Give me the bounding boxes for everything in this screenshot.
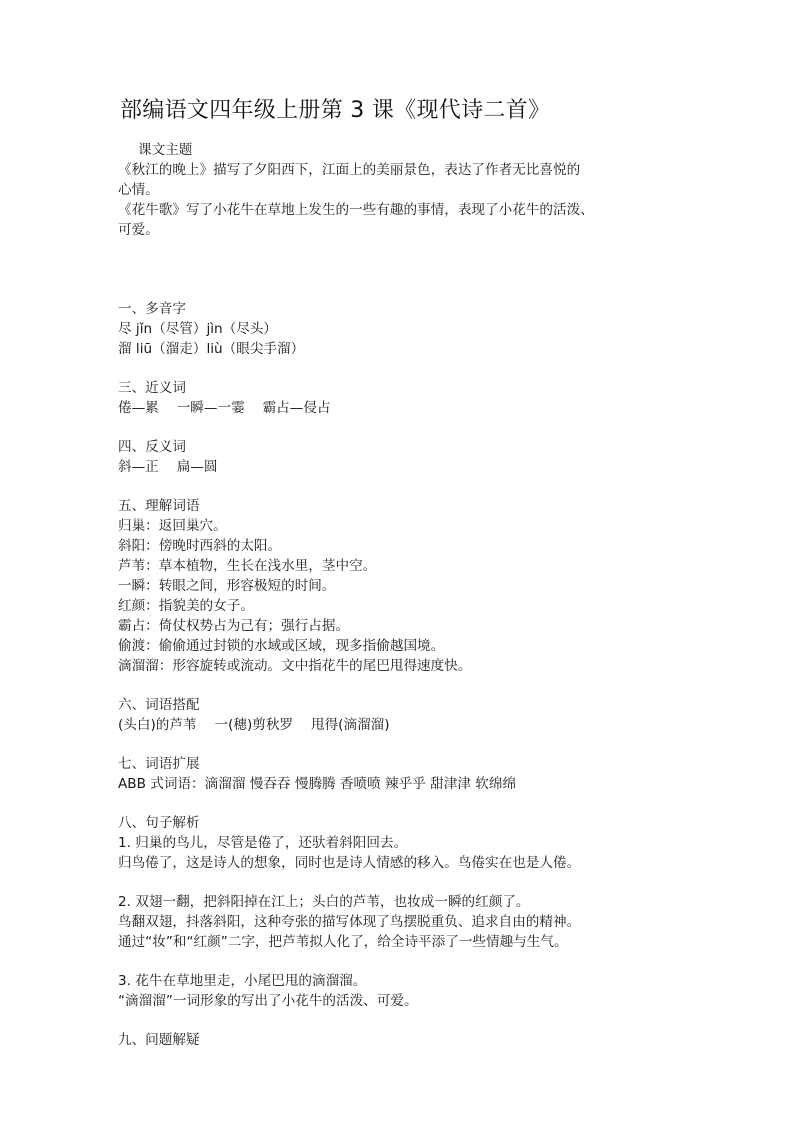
sentence-line: 1. 归巢的鸟儿，尽管是倦了，还驮着斜阳回去。 (118, 835, 408, 851)
analysis-line: “滴溜溜”一词形象的写出了小花牛的活泼、可爱。 (118, 993, 418, 1009)
polyphone-line: 尽 jǐn（尽管）jìn（尽头） (118, 321, 278, 337)
questions-section (118, 1030, 698, 1050)
section-heading: 三、近义词 (118, 380, 186, 396)
theme-section (118, 140, 698, 240)
vocab-line: 芦苇：草本植物，生长在浅水里，茎中空。 (118, 558, 377, 574)
vocab-line: 偷渡：偷偷通过封锁的水域或区域，现多指偷越国境。 (118, 638, 445, 654)
section-heading: 四、反义词 (118, 439, 186, 455)
paragraph-line: 《花牛歌》写了小花牛在草地上发生的一些有趣的事情，表现了小花牛的活泼、 (118, 202, 594, 218)
vocab-line: 归巢：返回巢穴。 (118, 518, 227, 534)
synonyms-line: 倦—累 一瞬—一霎 霸占—侵占 (118, 400, 331, 416)
polyphone-line: 溜 liū（溜走）liù（眼尖手溜） (118, 341, 305, 357)
vocab-section (118, 496, 698, 676)
expansion-line: ABB 式词语：滴溜溜 慢吞吞 慢腾腾 香喷喷 辣乎乎 甜津津 软绵绵 (118, 776, 517, 792)
analysis-line: 鸟翻双翅，抖落斜阳，这种夸张的描写体现了鸟摆脱重负、追求自由的精神。 (118, 914, 581, 930)
page-title: 部编语文四年级上册第 3 课《现代诗二首》 (120, 98, 551, 123)
vocab-line: 霸占：倚仗权势占为己有；强行占据。 (118, 618, 350, 634)
paragraph-line: 心情。 (118, 182, 159, 198)
collocation-section (118, 695, 698, 735)
expansion-section (118, 754, 698, 794)
vocab-line: 滴溜溜：形容旋转或流动。文中指花牛的尾巴甩得速度快。 (118, 658, 472, 674)
section-heading: 七、词语扩展 (118, 756, 200, 772)
section-heading: 一、多音字 (118, 301, 186, 317)
analysis-line: 归鸟倦了，这是诗人的想象，同时也是诗人情感的移入。鸟倦实在也是人倦。 (118, 855, 581, 871)
section-heading: 九、问题解疑 (118, 1032, 200, 1048)
paragraph-line: 可爱。 (118, 222, 159, 238)
section-heading: 课文主题 (138, 142, 193, 158)
sentence-line: 2. 双翅一翻，把斜阳掉在江上；头白的芦苇，也妆成一瞬的红颜了。 (118, 894, 530, 910)
vocab-line: 一瞬：转眼之间，形容极短的时间。 (118, 578, 336, 594)
collocation-line: (头白)的芦苇 一(穗)剪秋罗 甩得(滴溜溜) (118, 717, 390, 733)
sentences-section (118, 813, 698, 1011)
section-heading: 五、理解词语 (118, 498, 200, 514)
sentence-line: 3. 花牛在草地里走，小尾巴甩的滴溜溜。 (118, 973, 367, 989)
section-heading: 六、词语搭配 (118, 697, 200, 713)
paragraph-line: 《秋江的晚上》描写了夕阳西下，江面上的美丽景色，表达了作者无比喜悦的 (118, 162, 581, 178)
synonyms-section (118, 378, 698, 418)
antonyms-section (118, 437, 698, 477)
vocab-line: 红颜：指貌美的女子。 (118, 598, 254, 614)
polyphone-section (118, 299, 698, 359)
analysis-line: 通过“妆”和“红颜”二字，把芦苇拟人化了，给全诗平添了一些情趣与生气。 (118, 934, 568, 950)
document-page (118, 96, 698, 1050)
antonyms-line: 斜—正 扁—圆 (118, 459, 218, 475)
section-heading: 八、句子解析 (118, 815, 200, 831)
vocab-line: 斜阳：傍晚时西斜的太阳。 (118, 538, 282, 554)
